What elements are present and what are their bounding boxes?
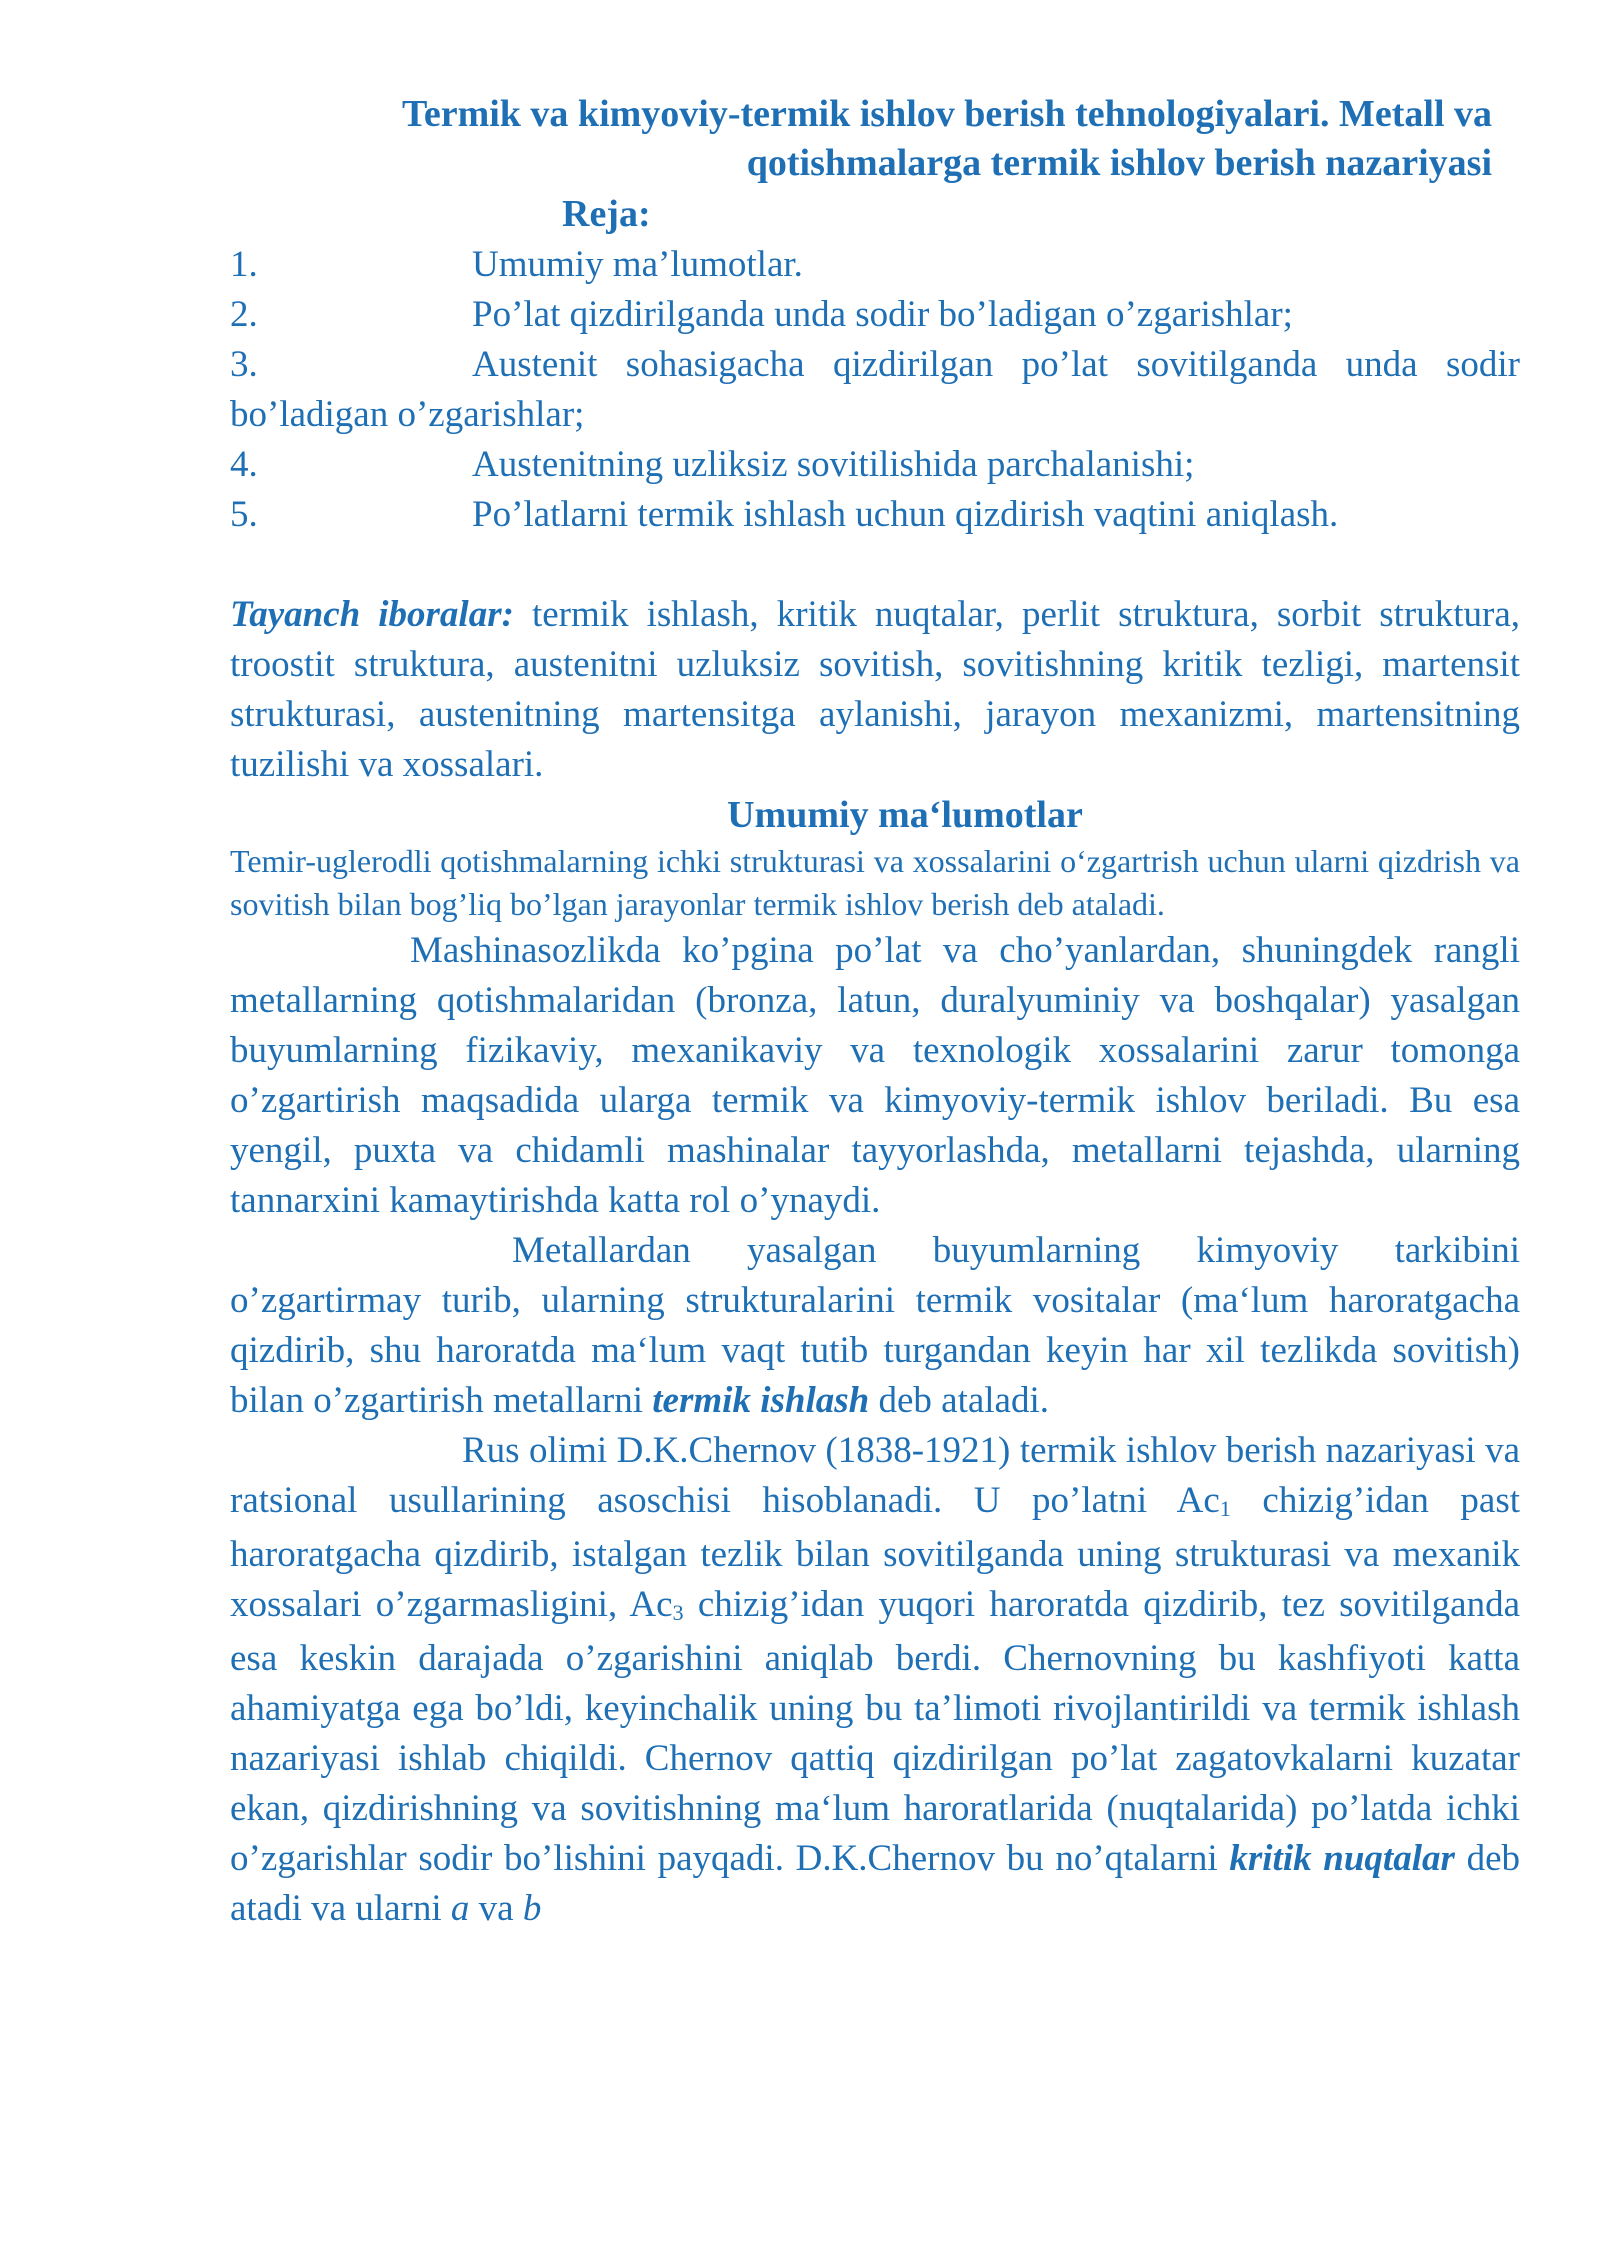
paragraph-2-text-a: Metallardan yasalgan buyumlarning kimyoviy tarkibini o’zgartirmay turib, ularning strukturalarini termik vositalar (ma‘lum haroratgacha qizdirib, shu haroratda ma‘lum vaqt tutib turgandan keyin har xil tezlikda sovitish) bilan o’zgartirish metallarni [230,1230,1520,1421]
plan-item-number: 4. [230,444,258,485]
term-termik-ishlash: termik ishlash [652,1380,870,1421]
spacer [230,540,1520,590]
paragraph-3-va: va [469,1888,523,1929]
plan-item-text: Austenit sohasigacha qizdirilgan po’lat sovitilganda unda sodir bo’ladigan o’zgarishlar; [230,344,1520,435]
keywords-paragraph [230,590,1520,790]
paragraph-3-text-c: chizig’idan yuqori haroratda qizdirib, tez sovitilganda esa keskin darajada o’zgarishini aniqlab berdi. Chernovning bu kashfiyoti katta ahamiyatga ega bo’ldi, keyinchalik uning bu ta’limoti rivojlantirildi va termik ishlash nazariyasi ishlab chiqildi. Chernov qattiq qizdirilgan po’lat zagatovkalarni kuzatar ekan, qizdirishning va sovitishning ma‘lum haroratlarida (nuqtalarida) po’latda ichki o’zgarishlar sodir bo’lishini payqadi. D.K.Chernov bu no’qtalarni [230,1584,1520,1879]
keywords-text: termik ishlash, kritik nuqtalar, perlit struktura, sorbit struktura, troostit struktura, austenitni uzluksiz sovitish, sovitishning kritik tezligi, martensit strukturasi, austenitning martensitga aylanishi, jarayon mexanizmi, martensitning tuzilishi va xossalari. [230,594,1520,785]
definition-paragraph: Temir-uglerodli qotishmalarning ichki strukturasi va xossalarini o‘zgartrish uchun ularni qizdrish va sovitish bilan bog’liq bo’lgan jarayonlar termik ishlov berish deb ataladi. [230,843,1520,922]
paragraph-1: Mashinasozlikda ko’pgina po’lat va cho’yanlardan, shuningdek rangli metallarning qotishmalaridan (bronza, latun, duralyuminiy va boshqalar) yasalgan buyumlarning fizikaviy, mexanikaviy va texnologik xossalarini zarur tomonga o’zgartirish maqsadida ularga termik va kimyoviy-termik ishlov beriladi. Bu esa yengil, puxta va chidamli mashinalar tayyorlashda, metallarni tejashda, ularning tannarxini kamaytirishda katta rol o’ynaydi. [230,930,1520,1221]
plan-item-text: Po’latlarni termik ishlash uchun qizdirish vaqtini aniqlash. [472,494,1339,535]
letter-b: b [522,1888,542,1929]
letter-a: a [450,1888,470,1929]
plan-item-number: 5. [230,494,258,535]
document-title: Termik va kimyoviy-termik ishlov berish tehnologiyalari. Metall va qotishmalarga termik ishlov berish nazariyasi [402,93,1492,184]
paragraph-3-text-d: deb atadi va ularni [230,1838,1520,1929]
paragraph-3 [230,1426,1520,1934]
paragraph-2-text-b: deb ataladi. [878,1380,1049,1421]
plan-item [230,490,1520,540]
plan-item-number: 2. [230,294,258,335]
subscript-1: 1 [1219,1496,1231,1521]
plan-item [230,340,1520,440]
paragraph-2 [230,1226,1520,1426]
plan-item-text: Umumiy ma’lumotlar. [472,244,803,285]
plan-item [230,240,1520,290]
paragraph-3-text-a: Rus olimi D.K.Chernov (1838-1921) termik ishlov berish nazariyasi va ratsional usullarining asoschisi hisoblanadi. U po’latni Ac [230,1430,1520,1521]
paragraph-3-text-b: chizig’idan past haroratgacha qizdirib, istalgan tezlik bilan sovitilganda uning strukturasi va mexanik xossalari o’zgarmasligini, Ac [230,1480,1520,1625]
term-kritik-nuqtalar: kritik nuqtalar [1229,1838,1455,1879]
document-page [230,90,1520,1934]
plan-item [230,440,1520,490]
plan-item [230,290,1520,340]
plan-item-text: Austenitning uzliksiz sovitilishida parchalanishi; [472,444,1195,485]
plan-item-text: Po’lat qizdirilganda unda sodir bo’ladigan o’zgarishlar; [472,294,1293,335]
subscript-3: 3 [672,1600,684,1625]
section-heading: Umumiy ma‘lumotlar [727,794,1083,836]
plan-list [230,240,1520,540]
plan-item-number: 1. [230,244,258,285]
plan-item-number: 3. [230,344,258,385]
keywords-label: Tayanch iboralar: [230,594,514,635]
plan-heading: Reja: [562,193,651,235]
